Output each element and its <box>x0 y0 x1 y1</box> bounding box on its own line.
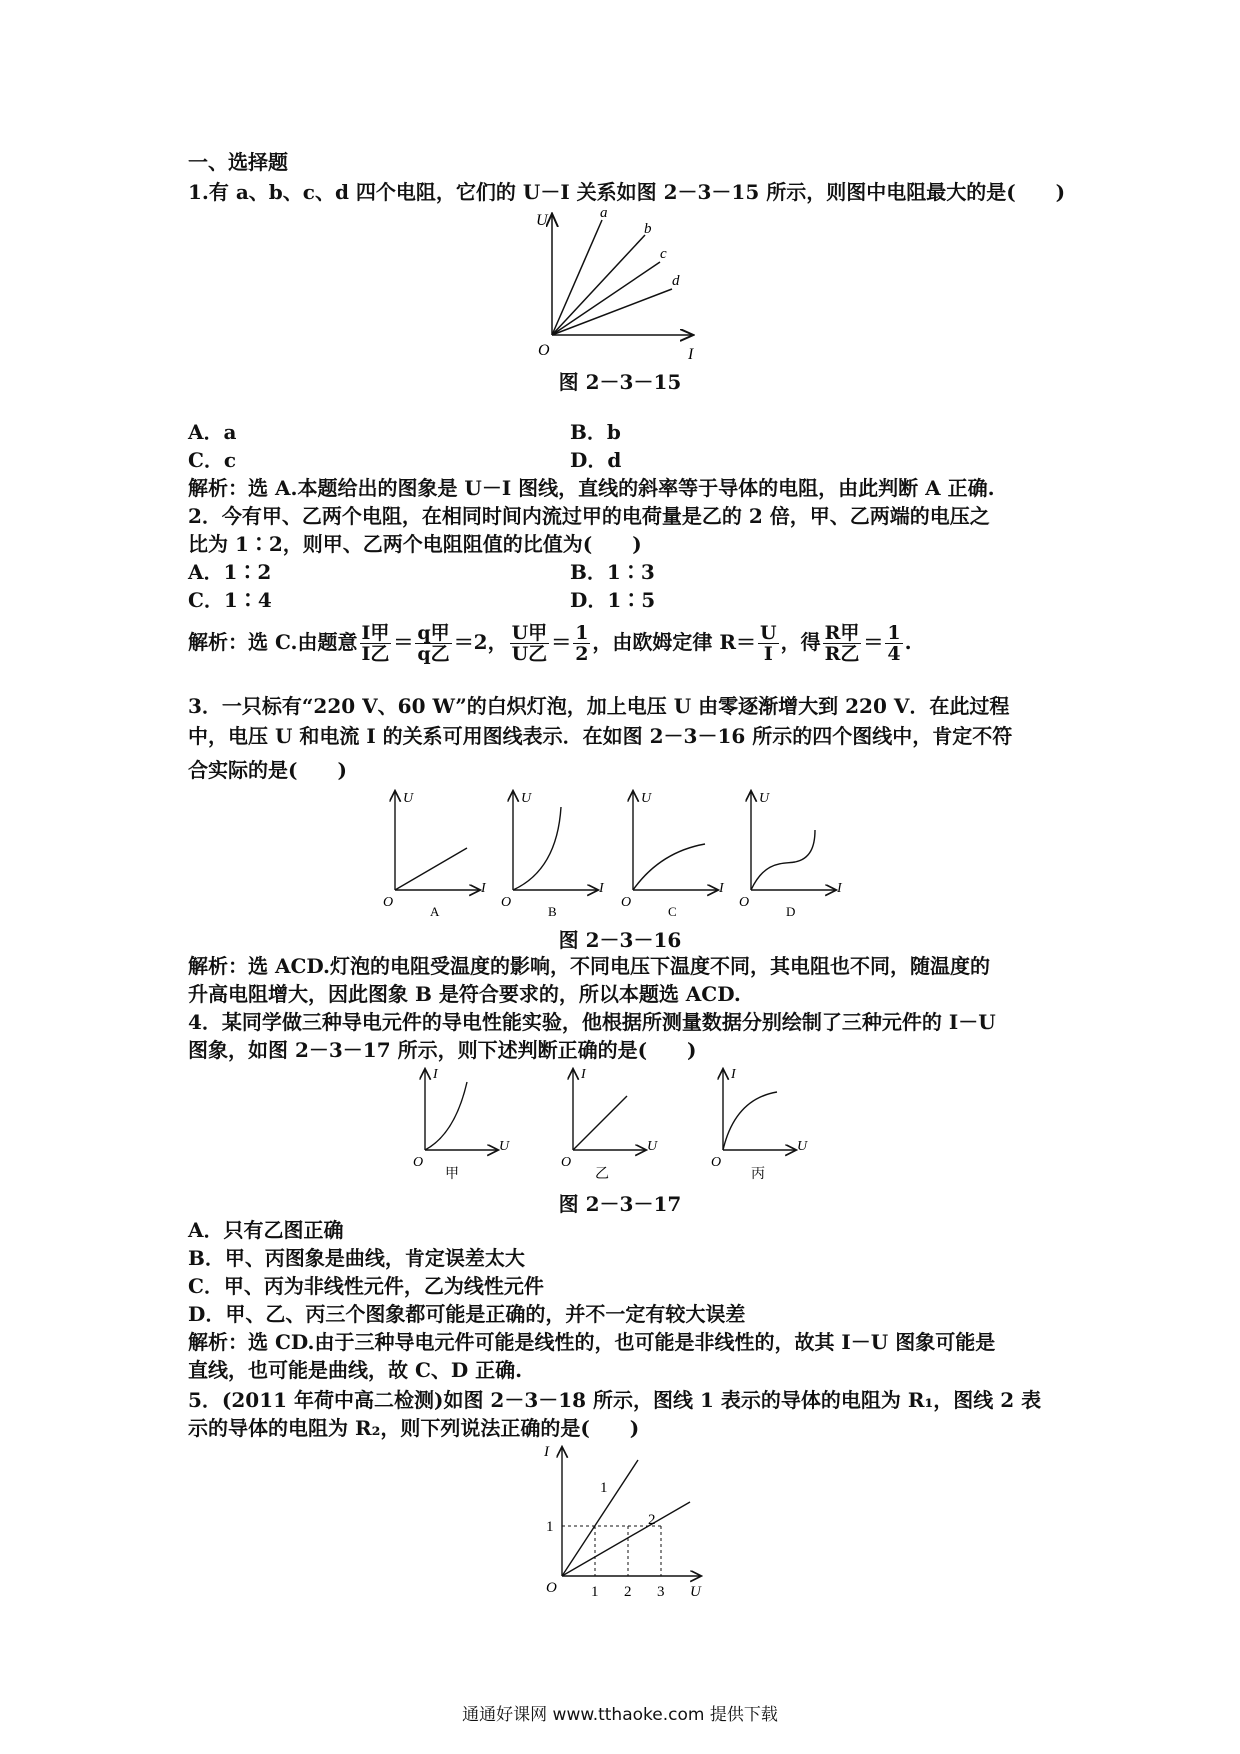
svg-text:O: O <box>413 1155 424 1170</box>
page-footer: 通通好课网 www.tthaoke.com 提供下载 <box>462 1705 778 1725</box>
svg-text:I: I <box>581 1067 586 1082</box>
graph-c <box>621 791 725 919</box>
svg-text:A: A <box>430 904 440 919</box>
figure-2-3-17 <box>405 1064 845 1184</box>
figure-caption: 图 2－3－16 <box>558 928 682 952</box>
fraction-u-ratio: $\frac{\text{U甲}}{\text{U乙}}$ <box>511 622 548 665</box>
svg-text:U: U <box>641 791 652 806</box>
svg-text:O: O <box>711 1155 722 1170</box>
tick-label-u-2: 2 <box>624 1584 632 1600</box>
q4-stem-line1: 4．某同学做三种导电元件的导电性能实验，他根据所测量数据分别绘制了三种元件的 I－U <box>188 1010 996 1034</box>
fraction-one-half: $\frac{1}{2}$ <box>575 622 589 665</box>
graph-d <box>739 791 843 919</box>
svg-text:丙: 丙 <box>751 1167 765 1182</box>
svg-text:C: C <box>668 904 677 919</box>
svg-text:D: D <box>786 904 796 919</box>
figure-2-3-15 <box>520 205 720 365</box>
tick-label-i-1: 1 <box>546 1519 554 1535</box>
q4-analysis-line1: 解析：选 CD.由于三种导电元件可能是线性的，也可能是非线性的，故其 I－U 图象可能是 <box>188 1330 996 1354</box>
svg-text:I: I <box>481 881 486 896</box>
line-label-d: d <box>672 273 680 289</box>
line-label-a: a <box>600 205 608 221</box>
graph-a <box>383 791 487 919</box>
q1-option-c: C．c <box>188 448 237 472</box>
q4-option-a: A．只有乙图正确 <box>188 1218 344 1242</box>
fraction-one-quarter: $\frac{1}{4}$ <box>887 622 901 665</box>
q2-option-c: C．1∶4 <box>188 588 272 612</box>
svg-text:O: O <box>561 1155 572 1170</box>
svg-text:B: B <box>548 904 557 919</box>
figure-caption: 图 2－3－17 <box>558 1192 682 1216</box>
q3-stem-line1: 3．一只标有“220 V、60 W”的白炽灯泡，加上电压 U 由零逐渐增大到 220 V．在此过程 <box>188 694 1010 718</box>
q1-option-a: A．a <box>188 420 237 444</box>
tick-label-u-1: 1 <box>591 1584 599 1600</box>
svg-text:O: O <box>621 895 632 910</box>
graph-yi <box>561 1067 658 1182</box>
origin-label: O <box>538 342 550 359</box>
q1-option-d: D．d <box>570 448 622 472</box>
q2-option-b: B．1∶3 <box>570 560 655 584</box>
origin-label: O <box>546 1580 557 1596</box>
graph-b <box>501 791 605 919</box>
q5-stem-line2: 示的导体的电阻为 R₂，则下列说法正确的是( ) <box>188 1416 640 1440</box>
axis-label-i: I <box>544 1444 549 1460</box>
q4-stem-line2: 图象，如图 2－3－17 所示，则下述判断正确的是( ) <box>188 1038 697 1062</box>
q4-option-c: C．甲、丙为非线性元件，乙为线性元件 <box>188 1274 544 1298</box>
q3-stem-line3: 合实际的是( ) <box>188 758 347 782</box>
fraction-r-ratio: $\frac{\text{R甲}}{\text{R乙}}$ <box>824 622 860 665</box>
svg-text:U: U <box>521 791 532 806</box>
svg-text:O: O <box>501 895 512 910</box>
q5-stem-line1: 5．(2011 年荷中高二检测)如图 2－3－18 所示，图线 1 表示的导体的电阻为 R₁，图线 2 表 <box>188 1388 1042 1412</box>
q1-stem: 1.有 a、b、c、d 四个电阻，它们的 U－I 关系如图 2－3－15 所示，则图中电阻最大的是( ) <box>188 180 1066 204</box>
q4-analysis-line2: 直线，也可能是曲线，故 C、D 正确. <box>188 1358 523 1382</box>
q3-analysis-line2: 升高电阻增大，因此图象 B 是符合要求的，所以本题选 ACD. <box>188 982 741 1006</box>
svg-text:I: I <box>837 881 842 896</box>
fraction-ohm: $\frac{U}{I}$ <box>760 622 777 665</box>
axis-label-i: I <box>688 346 694 363</box>
svg-text:I: I <box>731 1067 736 1082</box>
line-label-c: c <box>660 246 667 262</box>
q3-analysis-line1: 解析：选 ACD.灯泡的电阻受温度的影响，不同电压下温度不同，其电阻也不同，随温度的 <box>188 954 990 978</box>
q2-analysis-prefix: 解析：选 C.由题意 <box>188 630 358 654</box>
tick-label-u-3: 3 <box>657 1584 665 1600</box>
svg-text:U: U <box>797 1139 808 1154</box>
q4-option-d: D．甲、乙、丙三个图象都可能是正确的，并不一定有较大误差 <box>188 1302 746 1326</box>
svg-text:O: O <box>383 895 394 910</box>
q2-stem-line2: 比为 1∶2，则甲、乙两个电阻阻值的比值为( ) <box>188 532 642 556</box>
line-label-1: 1 <box>600 1480 608 1496</box>
svg-text:U: U <box>403 791 414 806</box>
line-label-b: b <box>644 221 652 237</box>
section-title: 一、选择题 <box>188 150 288 174</box>
q4-option-b: B．甲、丙图象是曲线，肯定误差太大 <box>188 1246 525 1270</box>
q2-option-a: A．1∶2 <box>188 560 272 584</box>
figure-2-3-16 <box>375 782 875 922</box>
fraction-i-ratio: $\frac{\text{I甲}}{\text{I乙}}$ <box>361 622 390 665</box>
q2-analysis: 解析：选 C.由题意 $\frac{\text{I甲}}{\text{I乙}}$ ＝ $\frac{\text{q甲}}{\text{q乙}}$ ＝2， $\frac{\text{U甲}}{\text{U乙}}$ ＝ $\frac{1}{2}$ ，由欧姆定律 R＝ $\frac{U}{I}$ ，得 $\frac{\text{R甲}}{\text{R乙}}$ ＝ $\frac{1}{4}$ . <box>188 622 912 665</box>
svg-text:甲: 甲 <box>445 1167 459 1182</box>
svg-text:I: I <box>599 881 604 896</box>
svg-text:I: I <box>433 1067 438 1082</box>
figure-caption: 图 2－3－15 <box>558 370 682 394</box>
svg-text:U: U <box>499 1139 510 1154</box>
svg-text:U: U <box>759 791 770 806</box>
svg-text:I: I <box>719 881 724 896</box>
line-label-2: 2 <box>648 1512 656 1528</box>
graph-jia <box>413 1067 510 1182</box>
q1-analysis: 解析：选 A.本题给出的图象是 U－I 图线，直线的斜率等于导体的电阻，由此判断 A 正确. <box>188 476 995 500</box>
fraction-q-ratio: $\frac{\text{q甲}}{\text{q乙}}$ <box>417 622 450 665</box>
svg-text:O: O <box>739 895 750 910</box>
axis-label-u: U <box>690 1584 701 1600</box>
svg-text:乙: 乙 <box>595 1167 609 1182</box>
svg-text:U: U <box>647 1139 658 1154</box>
q2-stem-line1: 2．今有甲、乙两个电阻，在相同时间内流过甲的电荷量是乙的 2 倍，甲、乙两端的电压之 <box>188 504 990 528</box>
q3-stem-line2: 中，电压 U 和电流 I 的关系可用图线表示．在如图 2－3－16 所示的四个图线中，肯定不符 <box>188 724 1013 748</box>
q2-option-d: D．1∶5 <box>570 588 656 612</box>
graph-bing <box>711 1067 808 1182</box>
figure-2-3-18 <box>530 1440 730 1600</box>
axis-label-u: U <box>536 212 548 229</box>
q1-option-b: B．b <box>570 420 621 444</box>
